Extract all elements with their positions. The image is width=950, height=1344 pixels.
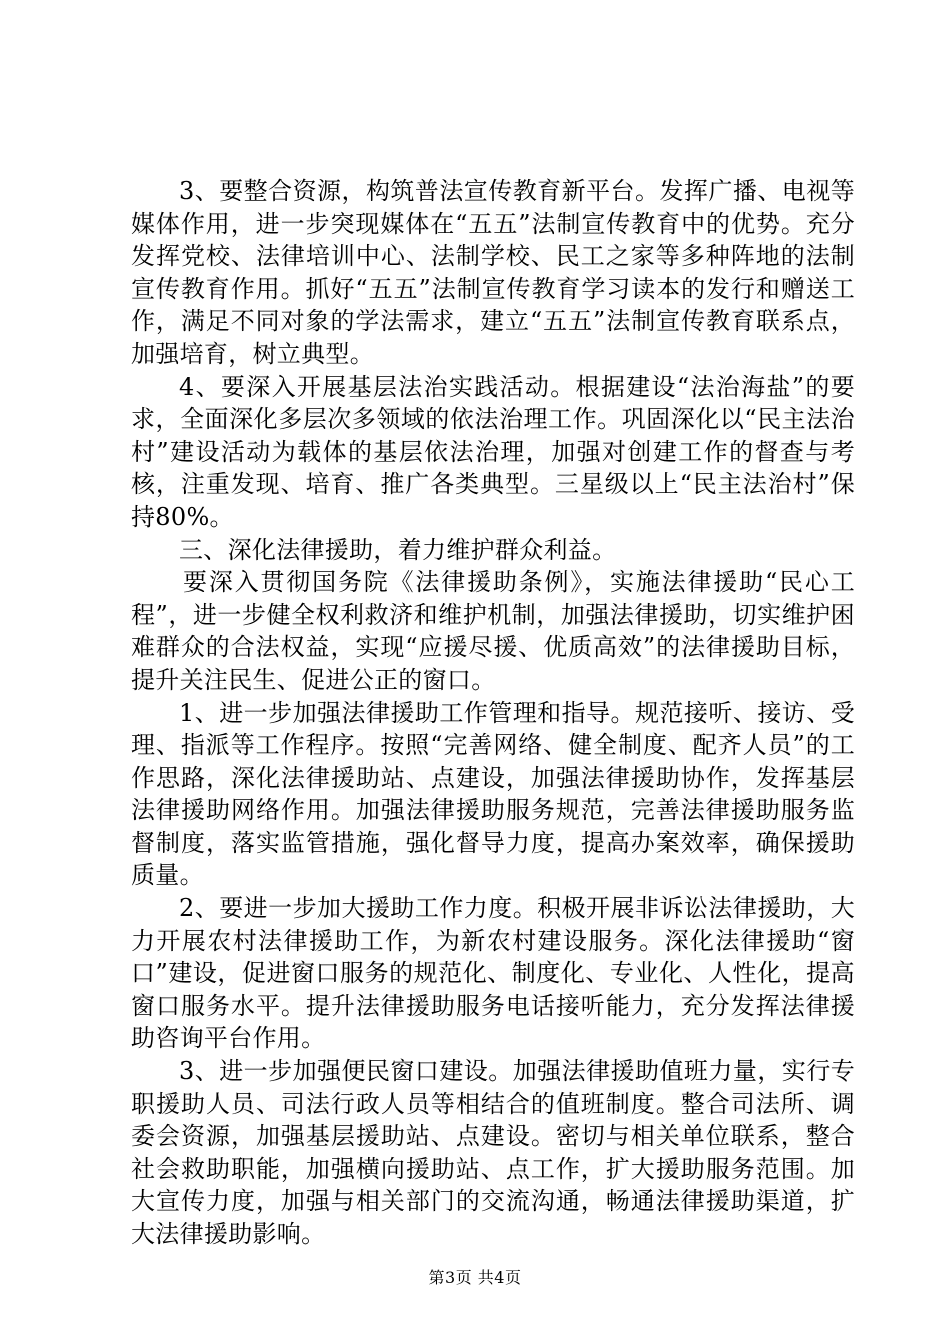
paragraph-aid-intensity: 2、要进一步加大援助工作力度。积极开展非诉讼法律援助，大力开展农村法律援助工作，为新农村建设服务。深化法律援助“窗口”建设，促进窗口服务的规范化、制度化、专业化、人性化，提高窗口服务水平。提升法律援助服务电话接听能力，充分发挥法律援助咨询平台作用。 bbox=[131, 894, 855, 1053]
section-heading-legal-aid: 三、深化法律援助，着力维护群众利益。 bbox=[179, 535, 617, 564]
paragraph-service-window: 3、进一步加强便民窗口建设。加强法律援助值班力量，实行专职援助人员、司法行政人员等相结合的值班制度。整合司法所、调委会资源，加强基层援助站、点建设。密切与相关单位联系，整合社会救助职能，加强横向援助站、点工作，扩大援助服务范围。加大宣传力度，加强与相关部门的交流沟通，畅通法律援助渠道，扩大法律援助影响。 bbox=[131, 1057, 855, 1248]
document-body bbox=[131, 175, 855, 1251]
paragraph-legal-aid-intro: 要深入贯彻国务院《法律援助条例》，实施法律援助“民心工程”，进一步健全权利救济和维护机制，加强法律援助，切实维护困难群众的合法权益，实现“应援尽援、优质高效”的法律援助目标，提升关注民生、促进公正的窗口。 bbox=[131, 568, 855, 694]
paragraph-aid-management: 1、进一步加强法律援助工作管理和指导。规范接听、接访、受理、指派等工作程序。按照“完善网络、健全制度、配齐人员”的工作思路，深化法律援助站、点建设，加强法律援助协作，发挥基层法律援助网络作用。加强法律援助服务规范，完善法律援助服务监督制度，落实监管措施，强化督导力度，提高办案效率，确保援助质量。 bbox=[131, 698, 855, 890]
paragraph-grassroots-practice: 4、要深入开展基层法治实践活动。根据建设“法治海盐”的要求，全面深化多层次多领域的依法治理工作。巩固深化以“民主法治村”建设活动为载体的基层依法治理，加强对创建工作的督查与考核，注重发现、培育、推广各类典型。三星级以上“民主法治村”保持80%。 bbox=[131, 372, 855, 531]
paragraph-integrate-resources: 3、要整合资源，构筑普法宣传教育新平台。发挥广播、电视等媒体作用，进一步突现媒体在“五五”法制宣传教育中的优势。充分发挥党校、法律培训中心、法制学校、民工之家等多种阵地的法制宣传教育作用。抓好“五五”法制宣传教育学习读本的发行和赠送工作，满足不同对象的学法需求，建立“五五”法制宣传教育联系点，加强培育，树立典型。 bbox=[131, 177, 855, 368]
page-number-footer: 第3页 共4页 bbox=[428, 1268, 522, 1287]
